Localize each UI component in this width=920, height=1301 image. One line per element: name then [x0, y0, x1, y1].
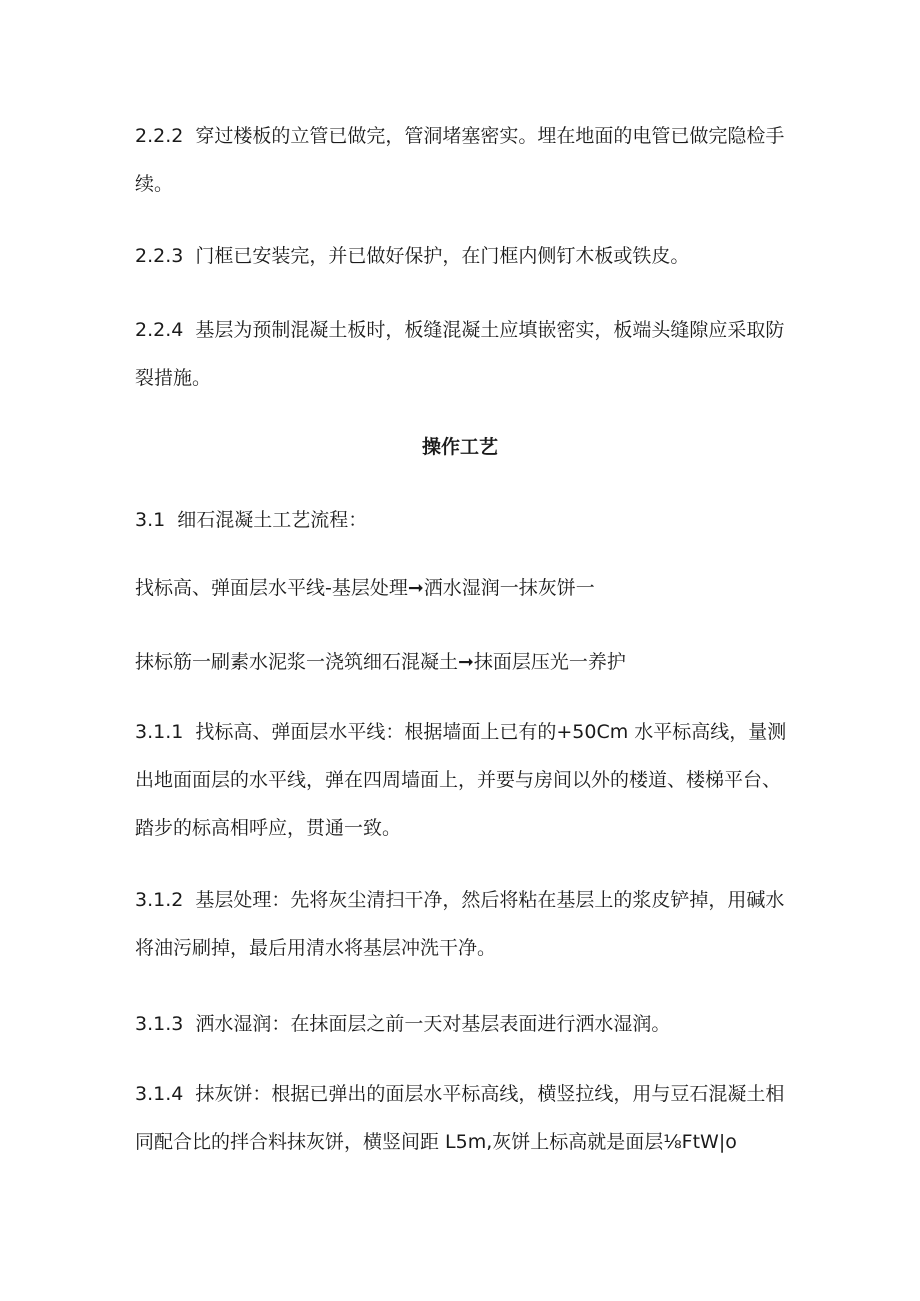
paragraph-2-2-2: [135, 112, 795, 208]
paragraph-number: 3.1: [135, 509, 166, 531]
paragraph-text: 基层处理：先将灰尘清扫干净，然后将粘在基层上的浆皮铲掉，用碱水将油污刷掉，最后用清水将基层冲洗干净。: [135, 889, 785, 959]
paragraph-text: 抹灰饼：根据已弹出的面层水平标高线，横竖拉线，用与豆石混凝土相同配合比的拌合料抹灰饼，横竖间距 L5m,灰饼上标高就是面层⅛FtW|o: [135, 1083, 785, 1153]
process-title: [135, 496, 795, 544]
paragraph-number: 2.2.4: [135, 319, 184, 341]
paragraph-text: 门框已安装完，并已做好保护，在门框内侧钉木板或铁皮。: [195, 245, 690, 267]
paragraph-number: 2.2.2: [135, 125, 184, 147]
paragraph-number: 2.2.3: [135, 245, 184, 267]
paragraph-2-2-4: [135, 306, 795, 402]
paragraph-2-2-3: [135, 232, 795, 280]
paragraph-3-1-3: [135, 1000, 795, 1048]
paragraph-text: 细石混凝土工艺流程：: [177, 509, 368, 531]
paragraph-3-1-2: [135, 876, 795, 972]
paragraph-text: 穿过楼板的立管已做完，管洞堵塞密实。埋在地面的电管已做完隐检手续。: [135, 125, 785, 195]
section-heading: 操作工艺: [421, 436, 498, 458]
paragraph-number: 3.1.4: [135, 1083, 184, 1105]
paragraph-text: 找标高、弹面层水平线：根据墙面上已有的+50Cm 水平标高线，量测出地面面层的水平线，弹在四周墙面上，并要与房间以外的楼道、楼梯平台、踏步的标高相呼应，贯通一致。: [135, 721, 787, 839]
process-flow-line-2: 抹标筋一刷素水泥浆一浇筑细石混凝土➞抹面层压光一养护: [135, 651, 626, 673]
paragraph-text: 洒水湿润：在抹面层之前一天对基层表面进行洒水湿润。: [195, 1013, 671, 1035]
process-flow-line-1: 找标高、弹面层水平线-基层处理➞洒水湿润一抹灰饼一: [135, 577, 595, 599]
paragraph-text: 基层为预制混凝土板时，板缝混凝土应填嵌密实，板端头缝隙应采取防裂措施。: [135, 319, 785, 389]
paragraph-number: 3.1.2: [135, 889, 184, 911]
paragraph-3-1-4: [135, 1070, 795, 1166]
paragraph-3-1-1: [135, 708, 795, 852]
paragraph-number: 3.1.1: [135, 721, 184, 743]
paragraph-number: 3.1.3: [135, 1013, 184, 1035]
